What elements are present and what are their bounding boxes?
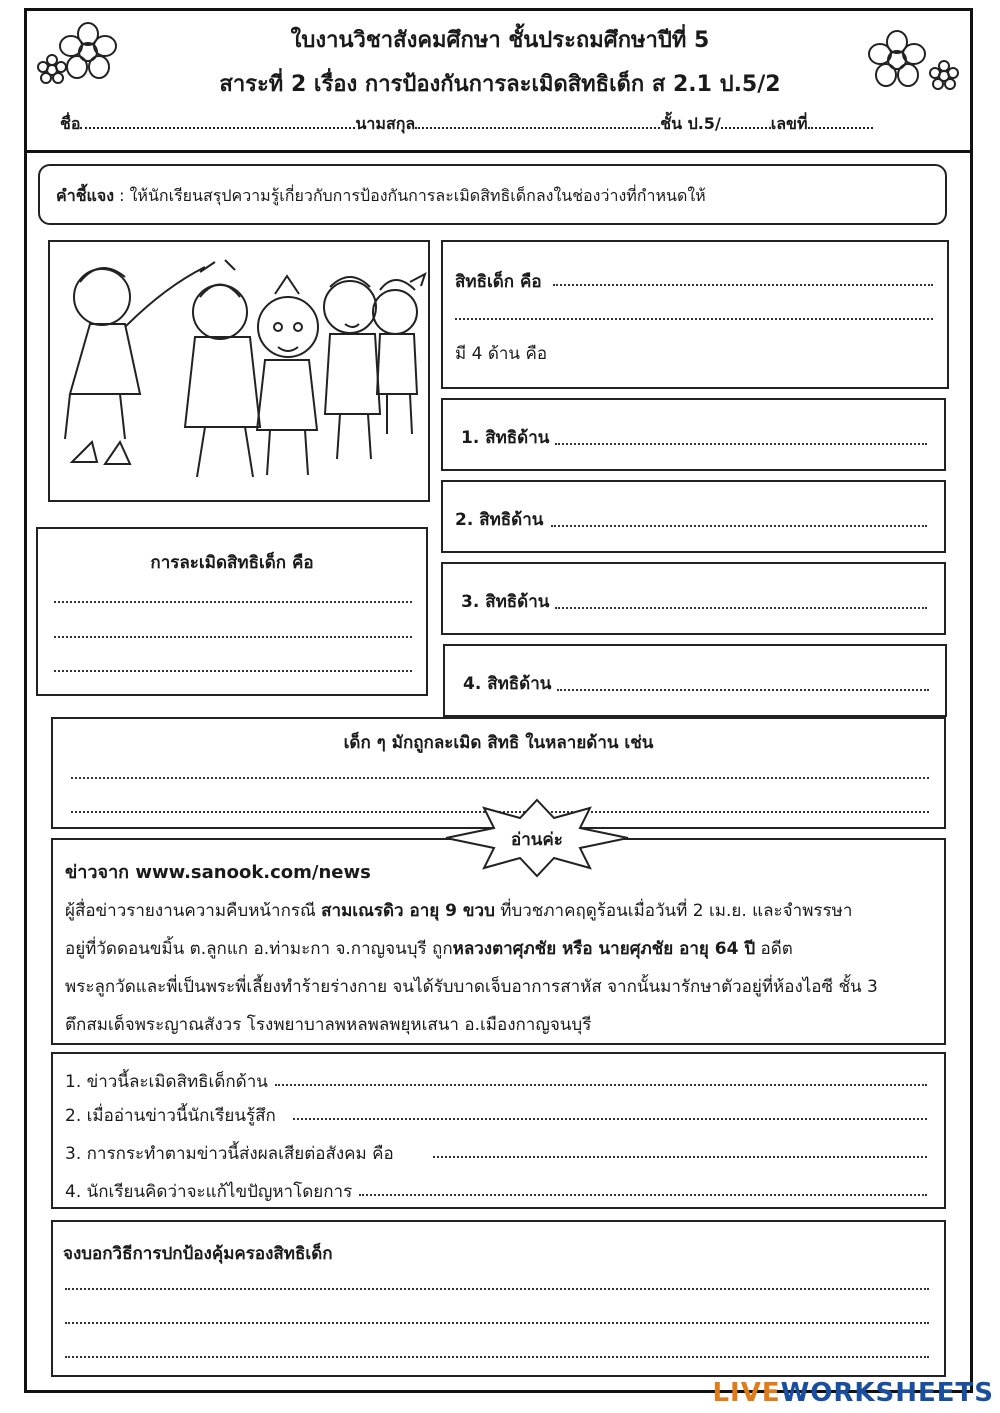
name-label: ชื่อ: [60, 114, 81, 133]
instruction-text: : ให้นักเรียนสรุปความรู้เกี่ยวกับการป้องกันการละเมิดสิทธิเด็กลงในช่องว่างที่กำหนดให้: [114, 186, 706, 205]
news-text-1: ผู้สื่อข่าวรายงานความคืบหน้ากรณี: [65, 901, 322, 921]
violation-line-2[interactable]: [54, 636, 412, 638]
rights-definition-box: [441, 240, 949, 389]
student-info-row: [60, 112, 940, 137]
read-burst-label: อ่านค่ะ: [511, 830, 563, 850]
number-label: เลขที่: [770, 114, 808, 133]
rights-item-4-box: [443, 644, 947, 717]
rights-count-text: มี 4 ด้าน คือ: [455, 344, 548, 364]
children-holding-hands-image: [50, 242, 428, 500]
news-text-7: พระลูกวัดและพี่เป็นพระพี่เลี้ยงทำร้ายร่างกาย จนได้รับบาดเจ็บอาการสาหัส จากนั้นมารักษาตัวอยู่ที่ห้องไอซี ชั้น 3: [65, 977, 878, 997]
class-label: ชั้น ป.5/: [660, 114, 721, 133]
instruction-box: [38, 164, 947, 225]
rights-item-2-label: 2. สิทธิด้าน: [455, 510, 544, 530]
question-3-line[interactable]: [433, 1156, 927, 1158]
rights-item-1-box: [441, 398, 946, 471]
rights-item-1-line[interactable]: [555, 443, 927, 445]
question-2: 2. เมื่ออ่านข่าวนี้นักเรียนรู้สึก: [65, 1106, 276, 1126]
rights-item-3-line[interactable]: [555, 607, 927, 609]
rights-item-2-line[interactable]: [551, 525, 927, 527]
rights-definition-line-2[interactable]: [455, 318, 933, 320]
violation-examples-label: เด็ก ๆ มักถูกละเมิด สิทธิ ในหลายด้าน เช่น: [343, 733, 654, 753]
question-4-line[interactable]: [359, 1194, 927, 1196]
watermark-prefix: LIVE: [712, 1378, 781, 1408]
questions-box: [51, 1052, 946, 1209]
name-input[interactable]: [80, 113, 355, 129]
protection-line-3[interactable]: [65, 1356, 929, 1358]
surname-input[interactable]: [415, 113, 660, 129]
worksheet-subtitle: สาระที่ 2 เรื่อง การป้องกันการละเมิดสิทธิเด็ก ส 2.1 ป.5/2: [219, 72, 781, 97]
rights-item-3-label: 3. สิทธิด้าน: [461, 592, 550, 612]
liveworksheets-watermark: [712, 1378, 994, 1408]
rights-item-2-box: [441, 480, 946, 553]
news-text-8: ตึกสมเด็จพระญาณสังวร โรงพยาบาลพหลพลพยุหเสนา อ.เมืองกาญจนบุรี: [65, 1015, 592, 1035]
surname-label: นามสกุล: [355, 114, 416, 133]
news-text-4: อยู่ที่วัดดอนขมิ้น ต.ลูกแก อ.ท่ามะกา จ.กาญจนบุรี ถูก: [65, 939, 453, 959]
instruction-label: คำชี้แจง: [56, 186, 115, 205]
protection-methods-box: [51, 1220, 946, 1377]
news-source: ข่าวจาก www.sanook.com/news: [65, 862, 371, 883]
violation-line-1[interactable]: [54, 601, 412, 603]
examples-line-1[interactable]: [71, 777, 929, 779]
violation-definition-box: [36, 527, 428, 696]
violation-line-3[interactable]: [54, 670, 412, 672]
rights-definition-line-1[interactable]: [553, 284, 933, 286]
flower-decoration-right: [852, 20, 962, 100]
rights-item-4-label: 4. สิทธิด้าน: [463, 674, 552, 694]
worksheet-title: ใบงานวิชาสังคมศึกษา ชั้นประถมศึกษาปีที่ 5: [290, 28, 710, 53]
flower-decoration-left: [30, 12, 125, 92]
news-text-6: อดีต: [755, 939, 793, 959]
question-2-line[interactable]: [293, 1118, 927, 1120]
children-illustration: [48, 240, 430, 502]
watermark-suffix: WORKSHEETS: [780, 1378, 994, 1408]
protection-line-2[interactable]: [65, 1322, 929, 1324]
rights-definition-label: สิทธิเด็ก คือ: [455, 272, 542, 292]
rights-item-4-line[interactable]: [557, 689, 929, 691]
protection-methods-label: จงบอกวิธีการปกป้องคุ้มครองสิทธิเด็ก: [63, 1244, 333, 1264]
rights-item-1-label: 1. สิทธิด้าน: [461, 428, 550, 448]
question-1-line[interactable]: [275, 1084, 927, 1086]
question-4: 4. นักเรียนคิดว่าจะแก้ไขปัญหาโดยการ: [65, 1182, 353, 1202]
question-1: 1. ข่าวนี้ละเมิดสิทธิเด็กด้าน: [65, 1072, 268, 1092]
question-3: 3. การกระทำตามข่าวนี้ส่งผลเสียต่อสังคม คือ: [65, 1144, 394, 1164]
violation-definition-label: การละเมิดสิทธิเด็ก คือ: [150, 553, 314, 573]
news-text-5: หลวงตาศุภชัย หรือ นายศุภชัย อายุ 64 ปี: [452, 939, 756, 959]
news-text-3: ที่บวชภาคฤดูร้อนเมื่อวันที่ 2 เม.ย. และจำพรรษา: [494, 901, 853, 921]
number-input[interactable]: [808, 113, 873, 129]
class-input[interactable]: [721, 113, 771, 129]
protection-line-1[interactable]: [65, 1288, 929, 1290]
rights-item-3-box: [441, 562, 946, 635]
news-text-2: สามเณรดิว อายุ 9 ขวบ: [321, 901, 495, 921]
